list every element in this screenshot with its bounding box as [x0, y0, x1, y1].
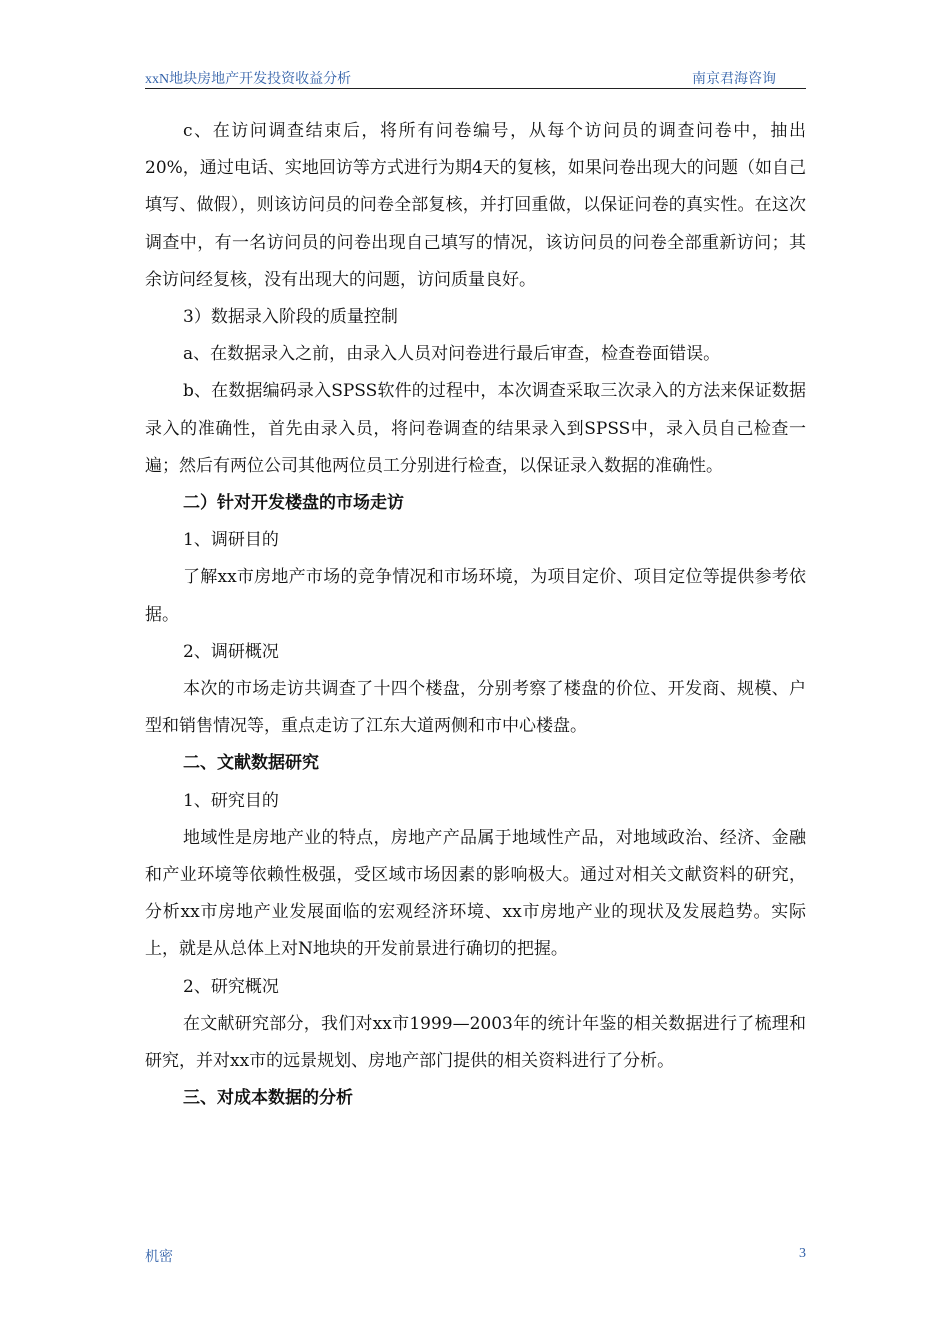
paragraph: 在文献研究部分，我们对xx市1999—2003年的统计年鉴的相关数据进行了梳理和研究，并对xx市的远景规划、房地产部门提供的相关资料进行了分析。 [145, 1013, 806, 1072]
section-heading: 二、文献数据研究 [183, 753, 319, 774]
confidential-label: 机密 [145, 1250, 173, 1265]
page-header [145, 66, 806, 89]
section-heading: 三、对成本数据的分析 [183, 1088, 353, 1109]
page-number: 3 [799, 1246, 806, 1261]
header-title: xxN地块房地产开发投资收益分析 [145, 72, 352, 87]
paragraph: c、在访问调查结束后，将所有问卷编号，从每个访问员的调查问卷中，抽出20%，通过电话、实地回访等方式进行为期4天的复核，如果问卷出现大的问题（如自己填写、做假），则该访问员的问卷全部复核，并打回重做，以保证问卷的真实性。在这次调查中，有一名访问员的问卷出现自己填写的情况，该访问员的问卷全部重新访问；其余访问经复核，没有出现大的问题，访问质量良好。 [145, 121, 806, 290]
paragraph: a、在数据录入之前，由录入人员对问卷进行最后审查，检查卷面错误。 [183, 344, 721, 365]
paragraph: 了解xx市房地产市场的竞争情况和市场环境，为项目定价、项目定位等提供参考依据。 [145, 567, 806, 625]
paragraph: 地域性是房地产业的特点，房地产产品属于地域性产品，对地域政治、经济、金融和产业环境等依赖性极强，受区域市场因素的影响极大。通过对相关文献资料的研究，分析xx市房地产业发展面临的宏观经济环境、xx市房地产业的现状及发展趋势。实际上，就是从总体上对N地块的开发前景进行确切的把握。 [145, 827, 806, 960]
section-heading: 二）针对开发楼盘的市场走访 [183, 493, 404, 514]
paragraph: 1、研究目的 [183, 790, 279, 811]
header-company: 南京君海咨询 [692, 72, 776, 87]
paragraph: 2、调研概况 [183, 641, 279, 662]
paragraph: 3）数据录入阶段的质量控制 [183, 307, 398, 328]
paragraph: 2、研究概况 [183, 976, 279, 997]
page-body [145, 113, 806, 1117]
paragraph: b、在数据编码录入SPSS软件的过程中，本次调查采取三次录入的方法来保证数据录入的准确性，首先由录入员，将问卷调查的结果录入到SPSS中，录入员自己检查一遍；然后有两位公司其他两位员工分别进行检查，以保证录入数据的准确性。 [145, 381, 806, 476]
paragraph: 本次的市场走访共调查了十四个楼盘，分别考察了楼盘的价位、开发商、规模、户型和销售情况等，重点走访了江东大道两侧和市中心楼盘。 [145, 679, 806, 737]
paragraph: 1、调研目的 [183, 530, 279, 551]
